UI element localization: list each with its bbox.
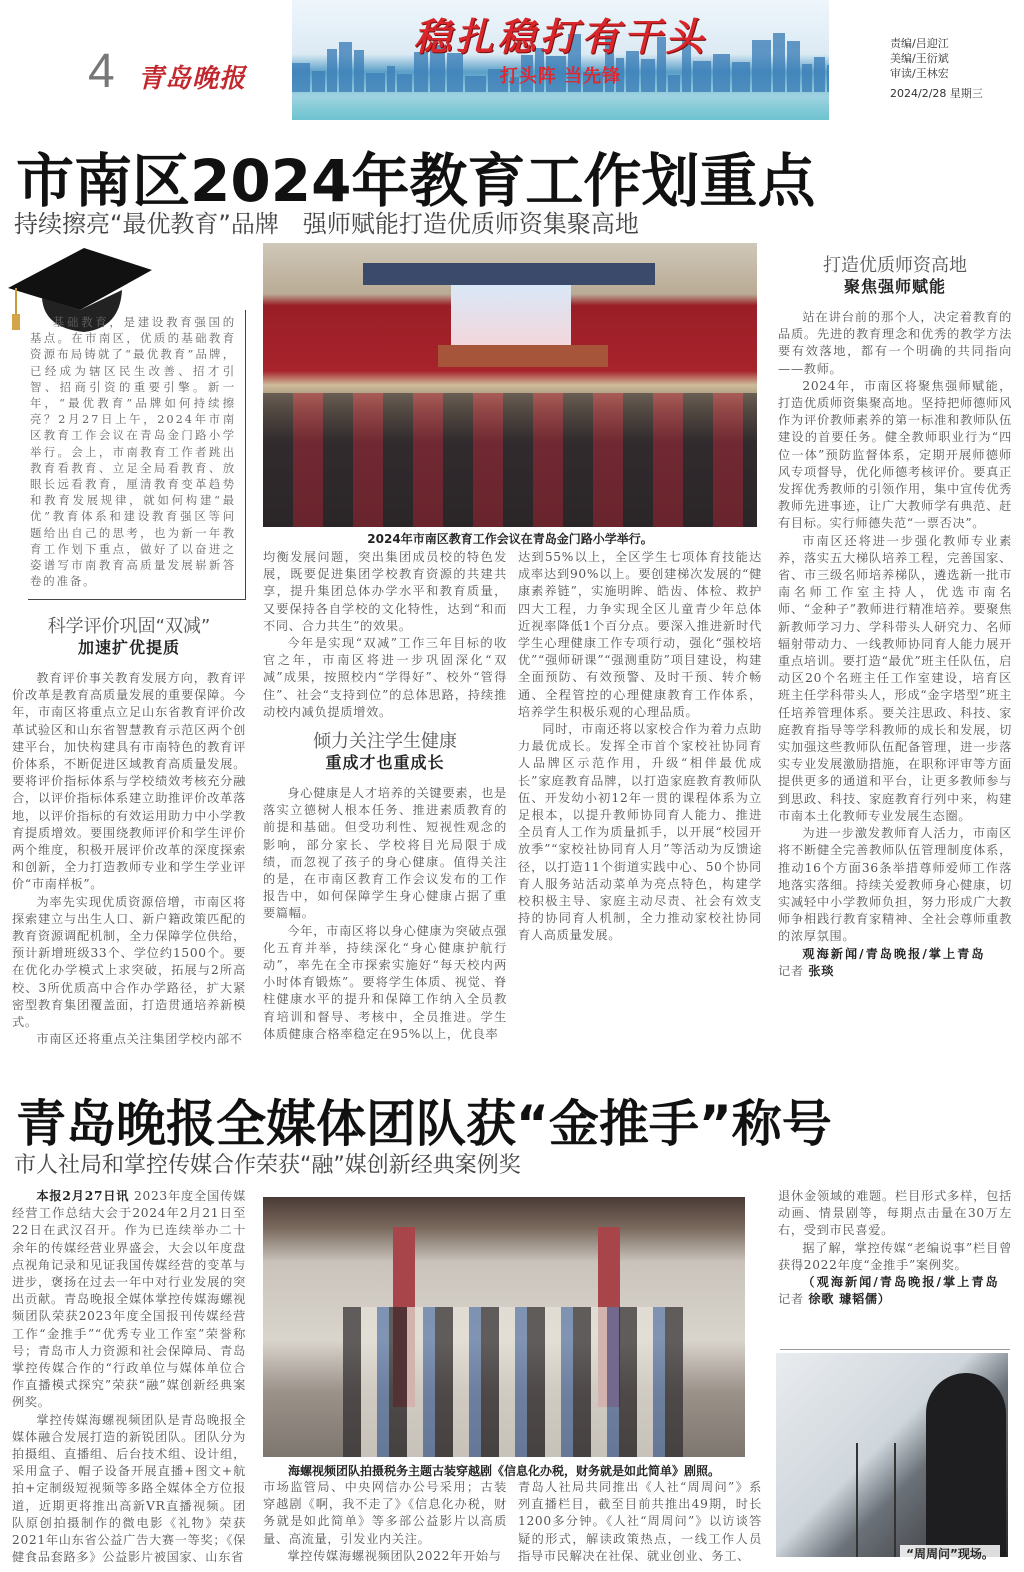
section-subtitle: 重成才也重成长 (325, 753, 445, 773)
camera-tripod (856, 1443, 896, 1557)
person-silhouette (926, 1373, 1006, 1557)
reporter-name: 张琰 (808, 963, 835, 978)
article2-column-1 (12, 1188, 246, 1572)
banner-subtitle: 打头阵 当先锋 (499, 66, 622, 87)
paragraph (778, 1240, 1012, 1274)
paragraph (12, 670, 246, 894)
paragraph-text: 2023年度全国传媒经营工作总结大会于2024年2月21日至22日在武汉召开。作为已连续举办二十余年的传媒经营业界盛会，大会以年度盘点视角记录和见证我国传媒经营的变革与进步，褒扬在过去一年中对行业发展的突出贡献。青岛晚报全媒体掌控传媒海螺视频团队荣获2023年度全国报刊传媒经营工作“金推手”“优秀专业工作室”荣誉称号；青岛市人力资源和社会保障局、青岛掌控传媒合作的“行政单位与媒体单位合作直播模式探究”荣获“融”媒创新经典案例奖。 (12, 1189, 246, 1410)
article2-column-4 (778, 1188, 1012, 1308)
paragraph (12, 1031, 246, 1048)
section-title: 倾力关注学生健康 (313, 731, 457, 753)
paragraph-text: 退休金领域的难题。栏目形式多样，包括动画、情景剧等，每期点击量在30万左右，受到市民喜爱。 (778, 1189, 1012, 1238)
section-title: 打造优质师资高地 (823, 255, 967, 276)
article1-intro (30, 314, 236, 589)
article1-column-4 (778, 255, 1012, 980)
paragraph (518, 721, 762, 945)
article1-subheadline: 持续擦亮“最优教育”品牌 强师赋能打造优质师资集聚高地 (14, 210, 639, 238)
reporter-label: 记者 (778, 963, 804, 978)
paragraph (12, 1188, 246, 1412)
paragraph-text: 市场监管局、中央网信办公号采用；古装穿越剧《啊，我不走了》《信息化办税，财务就是如此简单》等多部公益影片以高质量、高流量，引发业内关注。 (263, 1480, 507, 1546)
article1-column-3 (518, 549, 762, 945)
paragraph-text: 站在讲台前的那个人，决定着教育的品质。先进的教育理念和优秀的教学方法要有效落地，都有一个明确的共同指向——教师。 (778, 310, 1012, 376)
article2-subheadline: 市人社局和掌控传媒合作荣获“融”媒创新经典案例奖 (14, 1153, 521, 1178)
page-number: 4 (88, 45, 115, 98)
paragraph (263, 635, 507, 721)
credit-line: 审读/王林宏 (890, 67, 949, 80)
article1-column-1 (12, 616, 246, 1054)
paragraph (778, 378, 1012, 533)
paragraph-text: 身心健康是人才培养的关键要素，也是落实立德树人根本任务、推进素质教育的前提和基础。但受功利性、短视性观念的影响，部分家长、学校将目光局限于成绩，而忽视了孩子的身心健康。值得关注的是，在市南区教育工作会议发布的工作报告中，如何保障学生身心健康占据了重要篇幅。 (263, 786, 507, 921)
paragraph-continued (263, 1479, 507, 1548)
section-subtitle: 加速扩优提质 (77, 638, 180, 657)
article1-headline: 市南区2024年教育工作划重点 (16, 147, 816, 215)
conference-photo (263, 243, 757, 527)
paragraph-continued (518, 1479, 762, 1565)
paragraph-text: 同时，市南还将以家校合作为着力点助力最优成长。发挥全市首个家校社协同育人品牌区示范作用，升级“相伴最优成长”家庭教育品牌，以打造家庭教育教师队伍、开发幼小初12年一贯的课程体系为立足根本，以提升教师协同育人能力、推进全员育人工作为质量抓手，以开展“校园开放季”“家校社协同育人月”等活动为反馈途径，以打造11个街道实践中心、50个协同育人服务站活动菜单为亮点特色，构建学校积极主导、家庭主动尽责、社会有效支持的协同育人机制，全力推动家校社协同育人高质量发展。 (518, 722, 762, 943)
paragraph (263, 923, 507, 1043)
paragraph-continued (518, 549, 762, 721)
dateline: 本报2月27日讯 (36, 1189, 130, 1203)
section-heading (778, 255, 1012, 297)
stage-screen (451, 285, 571, 345)
team-photo (263, 1197, 745, 1457)
paragraph-text: 为进一步激发教师育人活力，市南区将不断健全完善教师队伍管理制度体系，推动16个方面36条举措尊师爱师工作落地落实落细。持续关爱教师身心健康，切实减轻中小学教师负担，努力形成广大教师争相践行教育家精神、全社会尊师重教的浓厚氛围。 (778, 826, 1012, 944)
divider (780, 1349, 1010, 1350)
audience-seats (263, 393, 757, 527)
reporter-name: 徐歌 璩韬儒） (808, 1292, 891, 1307)
paragraph-text: 今年是实现“双减”工作三年目标的收官之年，市南区将进一步巩固深化“双减”成果，按照校内“学得好”、校外“管得住”、社会“支持到位”的总体思路，持续推动校内减负提质增效。 (263, 636, 507, 719)
credit-line: 美编/王衍斌 (890, 52, 949, 65)
banner-title: 稳扎稳打有干头 (413, 14, 708, 59)
article2-headline: 青岛晚报全媒体团队获“金推手”称号 (16, 1095, 832, 1153)
article2-column-2 (263, 1479, 507, 1569)
paragraph (263, 785, 507, 923)
reporter-label: 记者 (778, 1292, 804, 1307)
paragraph-text: 市南区还将进一步强化教师专业素养，落实五大梯队培养工程，完善国家、省、市三级名师培养梯队，遴选新一批市南名师工作室主持人，优选市南名师、“金种子”教师进行精准培养。要聚焦新教师学习力、学科带头人研究力、名师辐射带动力、一线教师协同育人能力展开重点培训。要打造“最优”班主任队伍，启动区20个名班主任工作室建设，培育区班主任学科带头人，形成“金字塔型”班主任培养管理体系。要关注思政、科技、家庭教育指导等学科教师的成长和发展，切实加强这些教师队伍配备管理，进一步落实专业发展激励措施，在职称评审等方面提供更多的通道和平台，让更多教师参与到思政、科技、家庭教育行列中来，构建市南本土化教师专业发展生态圈。 (778, 533, 1012, 823)
paragraph-continued (778, 1188, 1012, 1240)
stage-table (438, 345, 608, 367)
issue-date: 2024/2/28 星期三 (890, 87, 983, 100)
editor-credits (890, 36, 983, 101)
group-of-people (343, 1307, 683, 1457)
paragraph-text: 达到55%以上，全区学生七项体育技能达成率达到90%以上。要创建梯次发展的“健康素养链”，实施明眸、皓齿、体检、救护四大工程，力争实现全区儿童青少年总体近视率降低1个百分点。要深入推进新时代学生心理健康工作专项行动，强化“强校培优”“强师研课”“强测重防”项目建设，构建全面预防、有效预警、及时干预、转介畅通、全程管控的心理健康教育工作体系，培养学生积极乐观的心理品质。 (518, 550, 762, 719)
intro-paragraph: 基础教育，是建设教育强国的基点。在市南区，优质的基础教育资源布局铸就了“最优教育”品牌，已经成为辖区民生改善、招才引智、招商引资的重要引擎。新一年，“最优教育”品牌如何持续擦亮？2月27日上午，2024年市南区教育工作会议在青岛金门路小学举行。会上，市南教育工作者跳出教育看教育、立足全局看教育、放眼长远看教育，厘清教育变革趋势和教育发展规律，就如何构建“最优”教育体系和建设教育强区等问题给出自己的思考，也为新一年教育工作划下重点，做好了以奋进之姿谱写市南教育高质量发展崭新答卷的准备。 (30, 315, 236, 589)
paragraph (12, 1412, 246, 1567)
paragraph-text: 今年，市南区将以身心健康为突破点强化五育并举，持续深化“身心健康护航行动”，率先在全市探索实施好“每天校内两小时体育锻炼”。要将学生体质、视觉、脊柱健康水平的提升和保障工作纳入全员教育培训和督导、考核中，全员推进。学生体质健康合格率稳定在95%以上，优良率 (263, 923, 507, 1041)
article2-column-3 (518, 1479, 762, 1569)
paragraph-text: 为率先实现优质资源倍增，市南区将探索建立与出生人口、新户籍政策匹配的教育资源调配机制，全力保障学位供给，预计新增班级33个、学位约1500个。要在优化办学模式上求突破，拓展与2所高校、3所优质高中合作办学路径，扩大紧密型教育集团覆盖面，打造贯通培养新模式。 (12, 894, 246, 1030)
photo-caption: “周周问”现场。 (900, 1545, 1000, 1562)
stage-banner (363, 263, 655, 285)
reporter-line (778, 963, 1012, 980)
photo-caption: 2024年市南区教育工作会议在青岛金门路小学举行。 (367, 532, 653, 546)
live-broadcast-photo (776, 1353, 1008, 1557)
credit-line: 责编/吕迎江 (890, 37, 949, 50)
byline: 观海新闻/青岛晚报/掌上青岛 (802, 946, 986, 961)
paper-logo: 青岛晚报 (138, 64, 247, 94)
paragraph (778, 825, 1012, 945)
paragraph (263, 1548, 507, 1565)
paragraph-text: 据了解，掌控传媒“老编说事”栏目曾获得2022年度“金推手”案例奖。 (778, 1240, 1012, 1272)
banner-image (292, 0, 829, 120)
paragraph-continued (263, 549, 507, 635)
section-subtitle: 聚焦强师赋能 (843, 277, 946, 296)
paragraph-text: 掌控传媒海螺视频团队是青岛晚报全媒体融合发展打造的新锐团队。团队分为拍摄组、直播组、后台技术组、设计组，采用盒子、帽子设备开展直播+图文+航拍+定制级短视频等多路全媒体全方位报道，近期更将推出高新VR直播视频。团队原创拍摄制作的微电影《礼物》荣获2021年山东省公益广告大赛一等奖；《保健食品套路多》公益影片被国家、山东省 (12, 1412, 246, 1565)
paragraph-text: 掌控传媒海螺视频团队2022年开始与 (287, 1548, 502, 1563)
article1-column-2 (263, 549, 507, 1054)
byline: （观海新闻/青岛晚报/掌上青岛 (802, 1275, 1000, 1290)
paragraph-text: 均衡发展问题，突出集团成员校的特色发展，既要促进集团学校教育资源的共建共享，提升集团总体办学水平和教育质量，又要保持各自学校的文化特性，达到“和而不同、合力共生”的效果。 (263, 550, 507, 633)
reporter-line (778, 1291, 1012, 1308)
paragraph-text: 青岛人社局共同推出《人社“周周问”》系列直播栏目，截至目前共推出49期，时长1200多分钟。《人社“周周问”》以访谈答疑的形式，解读政策热点，一线工作人员指导市民解决在社保、就业创业、务工、 (518, 1480, 762, 1563)
paragraph (778, 533, 1012, 825)
paragraph (778, 309, 1012, 378)
photo-caption: 海螺视频团队拍摄税务主题古装穿越剧《信息化办税，财务就是如此简单》剧照。 (287, 1464, 720, 1478)
section-title: 科学评价巩固“双减” (47, 616, 211, 637)
paragraph-text: 教育评价事关教育发展方向，教育评价改革是教育高质量发展的重要保障。今年，市南区将重点立足山东省教育评价改革试验区和山东省智慧教育示范区两个创建平台，加快构建具有市南特色的教育评价体系，不断促进区域教育高质量发展。要将评价指标体系与学校绩效考核充分融合，以评价指标体系建立助推评价改革落地，以评价指标的有效运用助力中小学教育提质增效。要围绕教师评价和学生评价两个维度，积极开展评价改革的深度探索和创新，全力打造教师专业和学生学业评价“市南样板”。 (12, 671, 246, 892)
paragraph-text: 市南区还将重点关注集团学校内部不 (36, 1032, 243, 1047)
section-heading (263, 731, 507, 773)
paragraph-text: 2024年，市南区将聚焦强师赋能，打造优质师资集聚高地。坚持把师德师风作为评价教师素养的第一标准和教师队伍建设的首要任务。健全教师职业行为“四位一体”预防监督体系，定期开展师德师风专项督导，优化师德考核评价。要真正发挥优秀教师的引领作用，集中宣传优秀教师先进事迹，让广大教师学有典范、赶有目标。实行师德失范“一票否决”。 (778, 378, 1012, 531)
section-heading (12, 616, 246, 658)
paragraph (12, 894, 246, 1032)
